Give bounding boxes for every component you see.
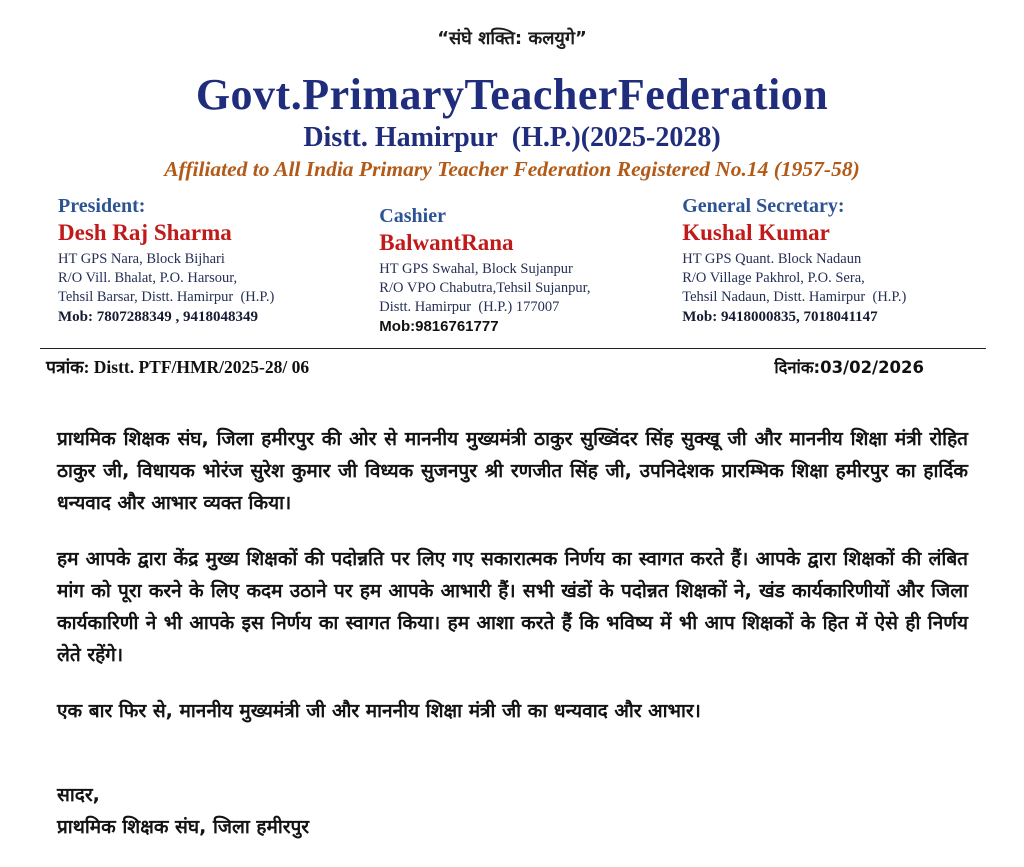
general-secretary-address-line: R/O Village Pakhrol, P.O. Sera, <box>682 269 865 286</box>
president-address-line: HT GPS Nara, Block Bijhari <box>58 250 225 267</box>
cashier-address-line: Distt. Hamirpur (H.P.) 177007 <box>379 298 560 315</box>
general-secretary-role-label: General Secretary: <box>682 195 845 218</box>
president-address-line: R/O Vill. Bhalat, P.O. Harsour, <box>58 269 238 286</box>
official-cashier <box>379 194 654 338</box>
cashier-name: BalwantRana <box>379 230 514 256</box>
reference-row <box>0 349 1024 379</box>
general-secretary-name: Kushal Kumar <box>682 220 830 246</box>
district-subtitle: Distt. Hamirpur (H.P.)(2025-2028) <box>303 122 721 154</box>
president-role-label: President: <box>58 195 146 218</box>
closing-block <box>0 779 1024 843</box>
letter-number: पत्रांक: Distt. PTF/HMR/2025-28/ 06 <box>46 356 310 377</box>
paragraph-gratitude: प्राथमिक शिक्षक संघ, जिला हमीरपुर की ओर से माननीय मुख्यमंत्री ठाकुर सुख्विंदर सिंह सुक्खू जी और माननीय शिक्षा मंत्री रोहित ठाकुर जी, विधायक भोरंज सुरेश कुमार जी विध्यक सुजनपुर श्री रणजीत सिंह जी, उपनिदेशक प्रारम्भिक शिक्षा हमीरपुर का हार्दिक धन्यवाद और आभार व्यक्त किया। <box>57 427 968 514</box>
letter-date: दिनांक:03/02/2026 <box>774 357 924 377</box>
closing-signature: प्राथमिक शिक्षक संघ, जिला हमीरपुर <box>57 815 310 838</box>
president-mobile: Mob: 7807288349 , 9418048349 <box>58 309 258 326</box>
motto-text: “संघे शक्ति: कलयुगे” <box>437 28 587 49</box>
general-secretary-address-line: Tehsil Nadaun, Distt. Hamirpur (H.P.) <box>682 288 907 305</box>
cashier-address-line: R/O VPO Chabutra,Tehsil Sujanpur, <box>379 279 591 296</box>
general-secretary-address-line: HT GPS Quant. Block Nadaun <box>682 250 862 267</box>
official-president <box>58 194 352 338</box>
cashier-address-line: HT GPS Swahal, Block Sujanpur <box>379 260 573 277</box>
paragraph-welcome-decision: हम आपके द्वारा केंद्र मुख्य शिक्षकों की पदोन्नति पर लिए गए सकारात्मक निर्णय का स्वागत करते हैं। आपके द्वारा शिक्षकों की लंबित मांग को पूरा करने के लिए कदम उठाने पर हम आपके आभारी हैं। सभी खंडों के पदोन्नत शिक्षकों ने, खंड कार्यकारिणीयों और जिला कार्यकारिणी ने भी आपके इस निर्णय का स्वागत किया। हम आशा करते हैं कि भविष्य में भी आप शिक्षकों के हित में ऐसे ही निर्णय लेते रहेंगे। <box>57 547 968 666</box>
letter-body <box>0 423 1024 727</box>
affiliation-line: Affiliated to All India Primary Teacher Federation Registered No.14 (1957-58) <box>164 157 860 182</box>
president-address-line: Tehsil Barsar, Distt. Hamirpur (H.P.) <box>58 288 275 305</box>
paragraph-thanks-again: एक बार फिर से, माननीय मुख्यमंत्री जी और माननीय शिक्षा मंत्री जी का धन्यवाद और आभार। <box>57 699 701 722</box>
general-secretary-mobile: Mob: 9418000835, 7018041147 <box>682 309 878 326</box>
closing-salutation: सादर, <box>57 783 100 806</box>
cashier-role-label: Cashier <box>379 205 446 228</box>
official-general-secretary <box>682 194 976 338</box>
organization-title: Govt.PrimaryTeacherFederation <box>195 70 829 119</box>
officials-block <box>0 182 1024 338</box>
cashier-mobile: Mob:9816761777 <box>379 318 499 336</box>
president-name: Desh Raj Sharma <box>58 220 232 246</box>
